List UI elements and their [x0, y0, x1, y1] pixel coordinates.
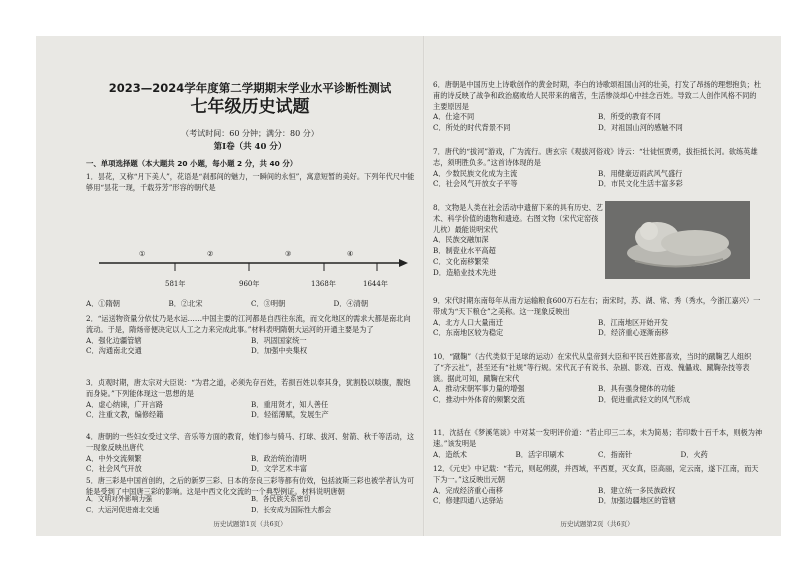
pillow-icon — [605, 201, 750, 279]
option-b[interactable]: B．活字印刷术 — [515, 449, 564, 459]
exam-info: （考试时间：60 分钟；满分：80 分） — [181, 129, 319, 138]
timeline-year: 960年 — [239, 280, 260, 288]
timeline-year: 1644年 — [363, 280, 388, 288]
option-c[interactable]: C．社会风气开放女子平等 — [433, 179, 518, 189]
question-12 — [433, 464, 763, 507]
option-d[interactable]: D．④清朝 — [333, 299, 369, 308]
option-b[interactable]: B．具有强身健体的功能 — [598, 384, 676, 394]
page-1 — [81, 36, 419, 536]
question-stem: 4．唐朝的一些妇女受过文学、音乐等方面的教育，她们参与骑马、打球、拔河、射箭、秋千等活动，这一现象反映出唐代 — [86, 432, 415, 452]
question-10 — [433, 352, 763, 406]
timeline-mark: ① — [139, 250, 146, 258]
option-row — [86, 464, 416, 475]
page-footer: 历史试题第2页（共6页） — [560, 520, 634, 528]
option-c[interactable]: C．社会风气开放 — [86, 464, 142, 474]
question-8 — [433, 203, 603, 279]
option-row — [86, 299, 416, 310]
option-row — [86, 336, 416, 347]
option-a[interactable]: A．中外交流频繁 — [86, 453, 142, 463]
question-stem: 9．宋代时期东南每年从南方运输粮食600万石左右；南宋时，苏、湖、常、秀（秀水，今浙江嘉兴）一带成为“天下粮仓”之美称。这一现象反映出 — [433, 296, 761, 316]
option-b[interactable]: B．所受的教育不同 — [598, 112, 661, 122]
option-a[interactable]: A．造纸术 — [433, 449, 467, 459]
question-stem: 1．昙花，又称“月下美人”，花语是“刹那间的魅力，一瞬间的永恒”，寓意短暂的美好。下列年代尺中能够用“昙花一现，千载芬芳”形容的朝代是 — [86, 172, 415, 192]
option-c[interactable]: C．推动中外体育的频繁交流 — [433, 395, 525, 405]
question-5-options — [86, 494, 416, 516]
timeline-year: 581年 — [165, 280, 186, 288]
exam-title: 2023—2024学年度第二学期期末学业水平诊断性测试 — [108, 81, 392, 95]
option-b[interactable]: B．巩固国家统一 — [251, 335, 307, 345]
page-2 — [428, 36, 766, 536]
porcelain-pillow-photo — [605, 201, 750, 279]
option-d[interactable]: D．火药 — [680, 449, 708, 459]
option-row — [433, 450, 763, 461]
option-b[interactable]: B．②北宋 — [168, 299, 203, 308]
option-a[interactable]: A．文明对外影响力强 — [86, 495, 153, 503]
option-row — [433, 123, 763, 134]
option-d[interactable]: D．加强边疆地区的管辖 — [598, 496, 676, 506]
option-row — [433, 496, 763, 507]
option-row — [433, 318, 763, 329]
timeline-chart — [99, 249, 409, 297]
page-fold — [423, 36, 425, 536]
option-row — [433, 384, 763, 395]
page-footer: 历史试题第1页（共6页） — [213, 520, 287, 528]
question-3 — [86, 378, 416, 421]
option-row — [86, 410, 416, 421]
option-d[interactable]: D．市民文化生活丰富多彩 — [598, 179, 683, 189]
option-c[interactable]: C．③明朝 — [251, 299, 286, 308]
option-a[interactable]: A．民族交融加深 — [433, 235, 489, 245]
option-d[interactable]: D．造船业技术先进 — [433, 267, 497, 277]
option-row — [433, 169, 763, 180]
question-stem: 2．“运送物资量分依仗乃是水运……中国主要的江河都是自西往东流，而文化地区的需求大都是南北向流动。于是，隋炀帝便决定以人工之力来完成此事。”材料表明隋朝大运河的开通主要是为了 — [86, 314, 411, 334]
option-row — [86, 454, 416, 465]
option-row — [86, 494, 416, 505]
question-stem: 7．唐代的“拔河”游戏，广为流行。唐玄宗《观拔河俗戏》诗云：“壮徒恒贾勇，拔拒抵长河。欲练英雄志，须明胜负多。”这首诗体现的是 — [433, 147, 758, 167]
option-d[interactable]: D．经济重心逐渐南移 — [598, 328, 669, 338]
question-stem: 10．“蹴鞠”（古代类似于足球的运动）在宋代从皇帝到大臣和平民百姓都喜欢，当时的蹴鞠艺人组织了“齐云社”，甚至还有“社规”等行规。宋代瓦子有说书、杂剧、影戏、百戏、傀儡戏、蹴鞠杂技等表演。据此可知，蹴鞠在宋代 — [433, 352, 752, 383]
option-d[interactable]: D．长安成为国际性大都会 — [251, 505, 332, 514]
option-row — [86, 400, 416, 411]
option-b[interactable]: B．建立统一多民族政权 — [598, 485, 676, 495]
timeline-mark: ③ — [285, 250, 292, 258]
option-a[interactable]: A．北方人口大量南迁 — [433, 317, 503, 327]
option-a[interactable]: A．强化边疆管辖 — [86, 335, 142, 345]
section-heading-text: 一、单项选择题（本大题共 20 小题，每小题 2 分，共 40 分） — [86, 159, 298, 168]
option-d[interactable]: D．加强中央集权 — [251, 346, 308, 356]
option-b[interactable]: B．政治统治清明 — [251, 453, 307, 463]
option-a[interactable]: A．完成经济重心南移 — [433, 485, 503, 495]
option-c[interactable]: C．文化南移繁荣 — [433, 256, 489, 266]
option-row — [433, 112, 763, 123]
question-stem: 3．贞观时期，唐太宗对大臣说：“为君之道，必须先存百姓，若损百姓以奉其身，犹割股以啖腹，腹饱而身毙。”下列能体现这一思想的是 — [86, 378, 411, 398]
option-c[interactable]: C．修建四通八达驿站 — [433, 496, 504, 506]
question-stem: 5．唐三彩是中国首创的，之后的新罗三彩、日本的奈良三彩等都有仿效，包括波斯三彩也被学者认为可能是受到了中国唐三彩的影响。这是中西文化交流的一个典型例证。材料说明唐朝 — [86, 476, 415, 496]
question-stem: 11．沈括在《梦溪笔谈》中对某一发明评价道：“若止印三二本，未为简易；若印数十百千本，则极为神速。”该发明是 — [433, 428, 763, 448]
option-c[interactable]: C．沟通南北交通 — [86, 346, 142, 356]
option-c[interactable]: C．东南地区较为稳定 — [433, 328, 504, 338]
question-1 — [86, 172, 416, 194]
question-9 — [433, 296, 763, 339]
question-6 — [433, 80, 763, 134]
timeline-arrow — [399, 259, 408, 267]
volume-heading: 第Ⅰ卷（共 40 分） — [213, 142, 287, 152]
question-stem: 6．唐朝是中国历史上诗歌创作的黄金时期，李白的诗歌颂祖国山河的壮美，打发了昂扬的理想抱负；杜甫的诗反映了战争和政治腐败给人民带来的痛苦，生活惨淡却心中挂念百姓。导致二人创作风格不同的主要原因是 — [433, 80, 762, 111]
option-a[interactable]: A．推动宋朝军事力量的增强 — [433, 384, 525, 394]
option-b[interactable]: B．各民族关系密切 — [251, 495, 311, 503]
option-c[interactable]: C．所处的时代背景不同 — [433, 123, 511, 133]
section-heading — [86, 159, 416, 170]
option-c[interactable]: C．注重文教，编修经籍 — [86, 410, 164, 420]
timeline-mark: ② — [207, 250, 214, 258]
exam-subtitle: 七年级历史试题 — [190, 97, 310, 117]
option-b[interactable]: B．江南地区开始开发 — [598, 317, 668, 327]
option-row — [433, 395, 763, 406]
question-11 — [433, 428, 763, 460]
question-7 — [433, 147, 763, 190]
timeline-year: 1368年 — [311, 280, 336, 288]
timeline-mark: ④ — [347, 250, 354, 258]
option-d[interactable]: D．促进重武轻文的风气形成 — [598, 395, 691, 405]
option-c[interactable]: C．大运河促进南北交通 — [86, 505, 160, 514]
option-b[interactable]: B．重用贤才，知人善任 — [251, 399, 329, 409]
question-1-options — [86, 299, 416, 310]
question-4 — [86, 432, 416, 475]
option-d[interactable]: D．轻徭薄赋，发展生产 — [251, 410, 329, 420]
option-d[interactable]: D．对祖国山河的感触不同 — [598, 123, 683, 133]
option-b[interactable]: B．制瓷业水平高超 — [433, 246, 496, 256]
question-stem: 12．《元史》中记载：“若元，则起朔漠，并西域，平西夏，灭女真，臣高丽，定云南，遂下江南，而天下为一。”这反映出元朝 — [433, 464, 759, 484]
question-stem: 8．文物是人类在社会活动中遗留下来的具有历史、艺术、科学价值的遗物和遗迹。右图文物（宋代定窑孩儿枕）最能说明宋代 — [433, 203, 603, 234]
option-d[interactable]: D．文学艺术丰富 — [251, 464, 308, 474]
option-row — [86, 505, 416, 516]
option-a[interactable]: A．仕途不同 — [433, 112, 475, 122]
option-row — [86, 346, 416, 357]
timeline-svg — [99, 249, 409, 297]
option-b[interactable]: B．用健豪迈雨武风气盛行 — [598, 168, 683, 178]
option-row — [433, 179, 763, 190]
option-row — [433, 486, 763, 497]
exam-sheet — [36, 36, 781, 536]
option-a[interactable]: A．虚心纳谏，广开言路 — [86, 399, 164, 409]
option-a[interactable]: A．少数民族文化成为主流 — [433, 168, 518, 178]
question-2 — [86, 314, 416, 357]
option-a[interactable]: A．①隋朝 — [86, 299, 120, 308]
option-c[interactable]: C．指南针 — [598, 449, 633, 459]
option-row — [433, 328, 763, 339]
